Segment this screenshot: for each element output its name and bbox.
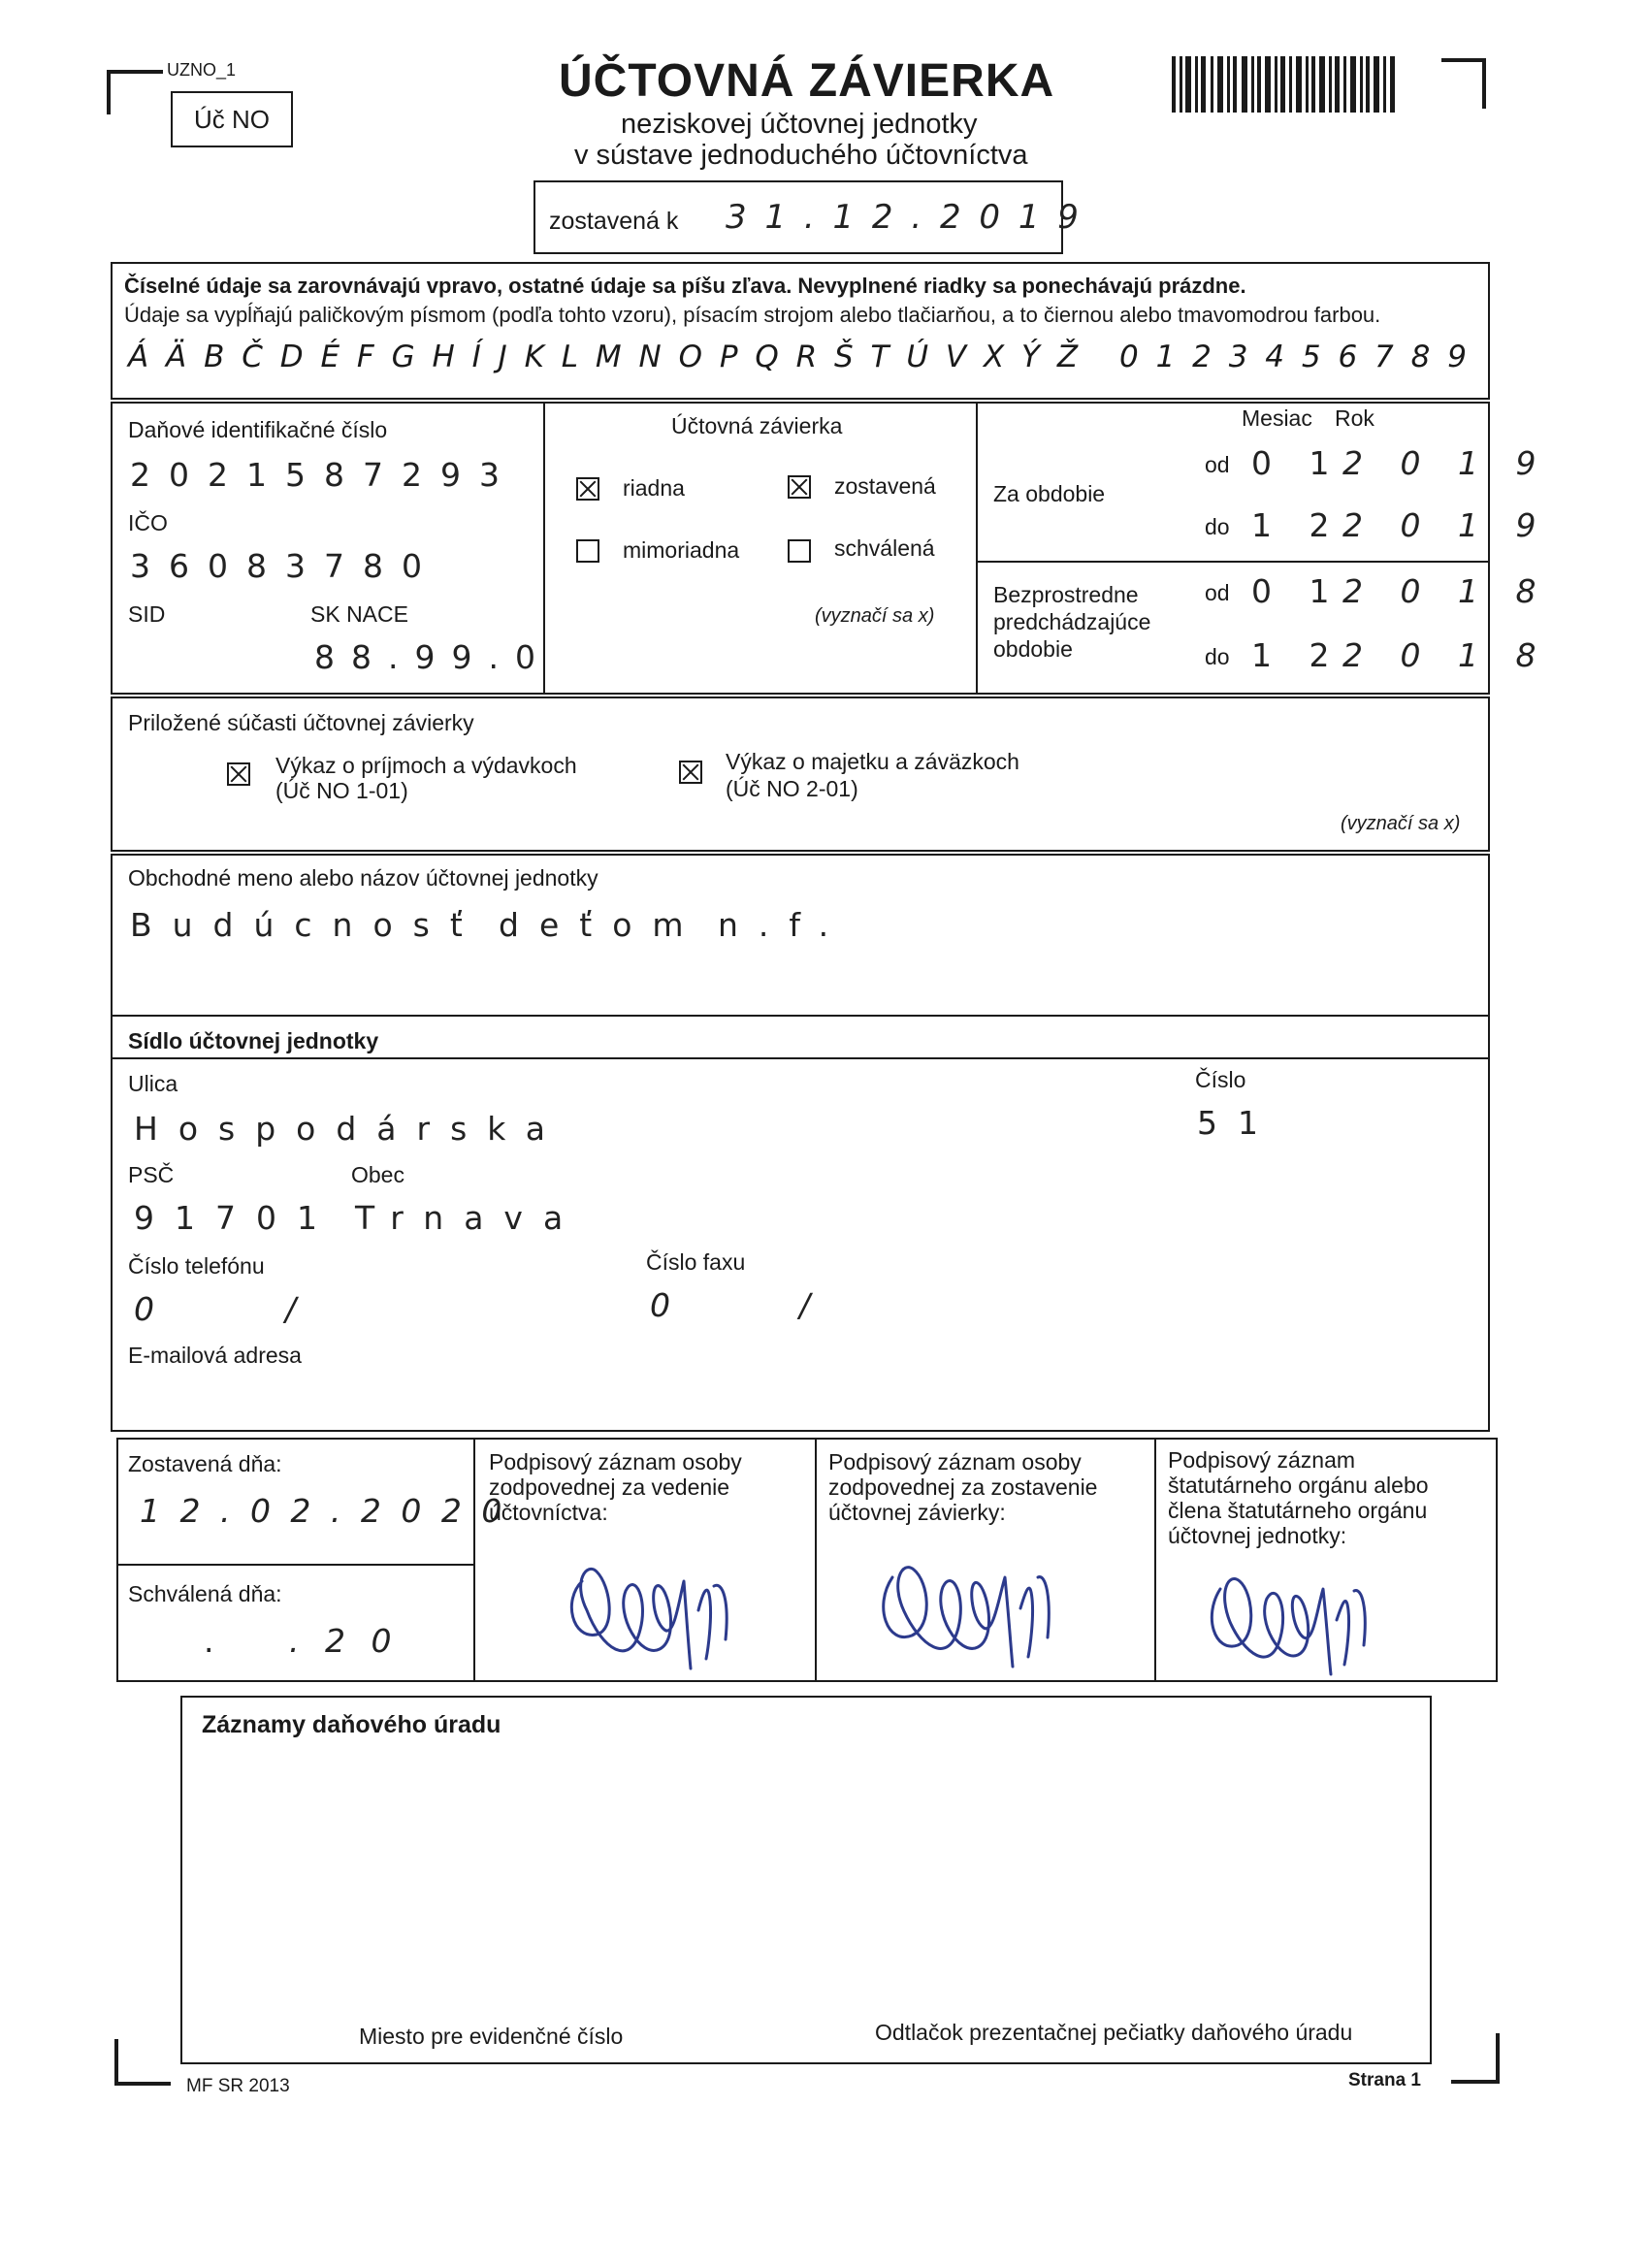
fax-label: Číslo faxu (646, 1249, 746, 1275)
sig1-caption-3: účtovníctva: (489, 1500, 608, 1525)
approved-on-day: . (204, 1622, 236, 1660)
checkbox-zostavena[interactable] (788, 475, 811, 499)
instructions-line-1: Číselné údaje sa zarovnávajú vpravo, ostatné údaje sa píšu zľava. Nevyplnené riadky sa ponechávajú prázdne. (124, 274, 1246, 298)
phone-value-prefix: 0 (134, 1290, 176, 1328)
checkbox-schvalena[interactable] (788, 539, 811, 563)
previous-from-month: 0 1 (1251, 572, 1343, 610)
sig3-caption-4: účtovnej jednotky: (1168, 1523, 1347, 1548)
page-subtitle-1: neziskovej účtovnej jednotky (621, 109, 978, 140)
current-from-month: 0 1 (1251, 444, 1343, 482)
dic-value: 2021587293 (130, 456, 518, 494)
ico-label: IČO (128, 510, 168, 535)
previous-from-label: od (1205, 580, 1230, 605)
signature-compiler (863, 1539, 1077, 1684)
label-mimoriadna: mimoriadna (623, 537, 740, 563)
page-subtitle-2: v sústave jednoduchého účtovníctva (574, 140, 1028, 171)
psc-label: PSČ (128, 1162, 175, 1187)
corner-mark-top-left (107, 68, 165, 116)
stamp-label: Odtlačok prezentačnej pečiatky daňového úradu (875, 2020, 1353, 2045)
month-header: Mesiac (1242, 405, 1312, 431)
entity-name-label: Obchodné meno alebo názov účtovnej jednotky (128, 865, 598, 891)
label-zostavena: zostavená (834, 473, 936, 499)
phone-value-separator: / (285, 1290, 318, 1328)
psc-value: 91701 (134, 1199, 338, 1237)
closing-note: (vyznačí sa x) (815, 605, 935, 627)
city-value: Trnava (355, 1199, 584, 1237)
divider (473, 1438, 475, 1682)
approved-on-label: Schválená dňa: (128, 1581, 282, 1606)
page-title: ÚČTOVNÁ ZÁVIERKA (559, 55, 1055, 107)
street-label: Ulica (128, 1071, 178, 1096)
checkbox-mimoriadna[interactable] (576, 539, 599, 563)
number-value: 51 (1197, 1104, 1278, 1142)
compiled-on-label: Zostavená dňa: (128, 1451, 282, 1476)
previous-to-month: 1 2 (1251, 636, 1343, 674)
nace-label: SK NACE (310, 601, 408, 627)
form-type-label: Úč NO (194, 105, 270, 134)
label-schvalena: schválená (834, 535, 935, 561)
sig3-caption-2: štatutárneho orgánu alebo (1168, 1473, 1429, 1498)
instructions-line-2: Údaje sa vypĺňajú paličkovým písmom (podľa tohto vzoru), písacím strojom alebo tlačiarňou, a to čiernou alebo tmavomodrou farbou. (124, 303, 1381, 327)
year-header: Rok (1335, 405, 1374, 431)
divider (111, 1015, 1490, 1017)
dic-label: Daňové identifikačné číslo (128, 417, 388, 442)
tax-office-section (180, 1696, 1432, 2064)
barcode (1172, 56, 1397, 113)
divider (976, 402, 978, 695)
evidence-number-label: Miesto pre evidenčné číslo (359, 2024, 624, 2049)
entity-name-value-2: deťom (499, 906, 704, 944)
ico-value: 36083780 (130, 547, 440, 585)
previous-to-label: do (1205, 644, 1230, 669)
signature-statutory (1191, 1548, 1385, 1694)
email-label: E-mailová adresa (128, 1343, 302, 1368)
sig2-caption-3: účtovnej závierky: (828, 1500, 1006, 1525)
entity-name-value-3: n.f. (718, 906, 850, 944)
previous-period-label-2: predchádzajúce (993, 609, 1151, 634)
checkbox-income-statement[interactable] (227, 762, 250, 786)
phone-label: Číslo telefónu (128, 1253, 265, 1279)
number-label: Číslo (1195, 1067, 1246, 1092)
form-code: UZNO_1 (167, 60, 237, 80)
corner-mark-bottom-right (1447, 2031, 1500, 2086)
checkbox-assets-statement[interactable] (679, 761, 702, 784)
attachment-2-line-1: Výkaz o majetku a záväzkoch (726, 749, 1019, 774)
footer-publisher: MF SR 2013 (186, 2076, 290, 2096)
divider (1154, 1438, 1156, 1682)
divider (116, 1564, 473, 1566)
current-to-year: 2 0 1 9 (1342, 506, 1550, 544)
divider (976, 561, 1490, 563)
sample-alphabet: Á Ä B Č D É F G H Í J K L M N O P Q R Š T Ú V X Ý Ž (128, 340, 1083, 374)
seat-label: Sídlo účtovnej jednotky (128, 1028, 379, 1053)
sig1-caption-1: Podpisový záznam osoby (489, 1449, 742, 1474)
current-from-year: 2 0 1 9 (1342, 444, 1550, 482)
footer-page-number: Strana 1 (1348, 2070, 1421, 2090)
attachment-2-line-2: (Úč NO 2-01) (726, 776, 858, 801)
sid-label: SID (128, 601, 166, 627)
attachment-1-line-2: (Úč NO 1-01) (275, 778, 408, 803)
approved-on-year: . 2 0 (289, 1622, 400, 1660)
street-value: Hospodárska (134, 1110, 566, 1148)
closing-title: Účtovná závierka (671, 413, 843, 438)
divider (815, 1438, 817, 1682)
corner-mark-top-right (1439, 56, 1488, 111)
divider (111, 1057, 1490, 1059)
sig3-caption-3: člena štatutárneho orgánu (1168, 1498, 1428, 1523)
nace-value: 88.99.0 (314, 638, 552, 676)
sig2-caption-2: zodpovednej za zostavenie (828, 1474, 1098, 1500)
compiled-date-value: 3 1 . 1 2 . 2 0 1 9 (726, 198, 1083, 237)
compiled-date-label: zostavená k (549, 208, 679, 235)
previous-period-label-1: Bezprostredne (993, 582, 1139, 607)
signature-accounting (543, 1542, 757, 1688)
current-to-month: 1 2 (1251, 506, 1343, 544)
current-to-label: do (1205, 514, 1230, 539)
sig2-caption-1: Podpisový záznam osoby (828, 1449, 1082, 1474)
sample-digits: 0 1 2 3 4 5 6 7 8 9 (1119, 340, 1471, 374)
current-period-label: Za obdobie (993, 481, 1106, 506)
entity-name-value-1: Budúcnosť (130, 906, 483, 944)
city-label: Obec (351, 1162, 404, 1187)
sig1-caption-2: zodpovednej za vedenie (489, 1474, 730, 1500)
previous-period-label-3: obdobie (993, 636, 1073, 662)
current-from-label: od (1205, 452, 1230, 477)
sig3-caption-1: Podpisový záznam (1168, 1447, 1356, 1473)
fax-value-separator: / (799, 1286, 832, 1324)
previous-to-year: 2 0 1 8 (1342, 636, 1550, 674)
checkbox-riadna[interactable] (576, 477, 599, 501)
label-riadna: riadna (623, 475, 685, 501)
tax-office-title: Záznamy daňového úradu (202, 1711, 501, 1738)
compiled-on-value: 1 2 . 0 2 . 2 0 2 0 (140, 1492, 507, 1530)
attachment-1-line-1: Výkaz o príjmoch a výdavkoch (275, 753, 577, 778)
corner-mark-bottom-left (114, 2037, 173, 2088)
fax-value-prefix: 0 (650, 1286, 692, 1324)
previous-from-year: 2 0 1 8 (1342, 572, 1550, 610)
attachments-title: Priložené súčasti účtovnej závierky (128, 710, 474, 735)
attachments-note: (vyznačí sa x) (1341, 813, 1461, 834)
